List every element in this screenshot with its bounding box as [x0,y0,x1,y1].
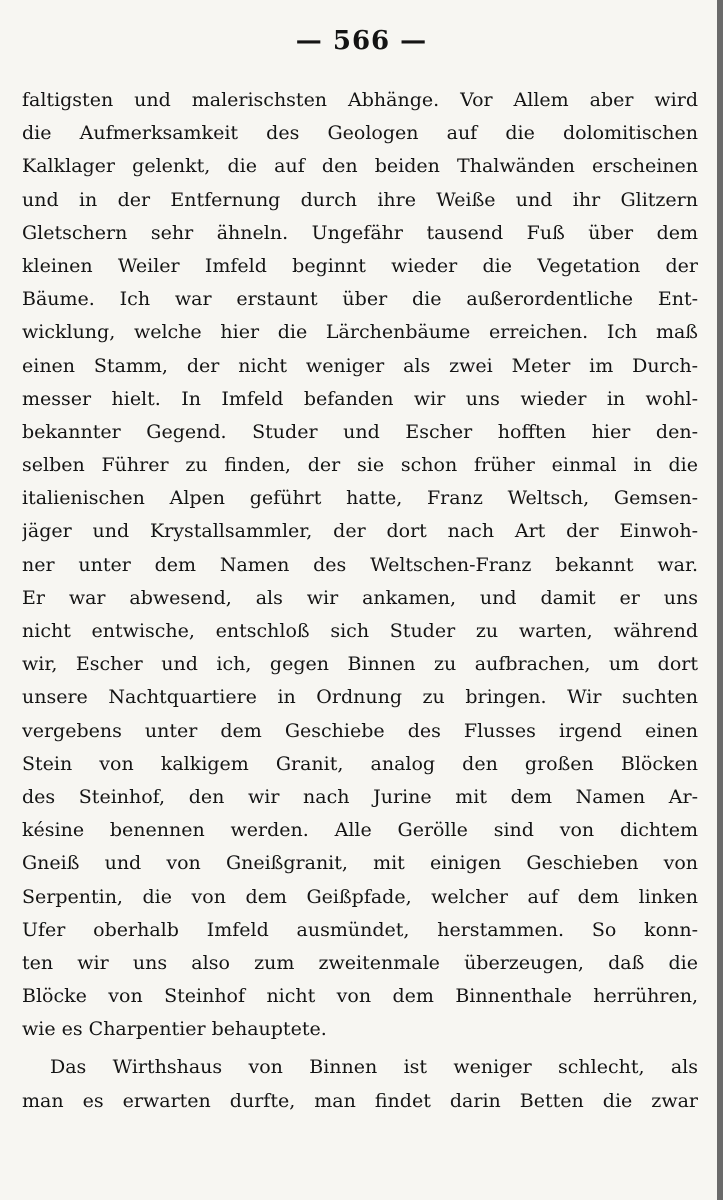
text-line: Gletschern sehr ähneln. Ungefähr tausend Fuß über dem [22,221,698,244]
text-line: italienischen Alpen geführt hatte, Franz Weltsch, Gemsen- [22,487,698,510]
body-text [22,84,698,1118]
paragraph-start-line: Das Wirthshaus von Binnen ist weniger schlecht, als [50,1056,698,1079]
page-edge-shadow [717,0,723,1200]
text-line: man es erwarten durfte, man findet darin Betten die zwar [22,1089,698,1112]
text-line: vergebens unter dem Geschiebe des Flusses irgend einen [22,719,698,742]
text-line: kleinen Weiler Imfeld beginnt wieder die Vegetation der [22,254,698,277]
text-line: selben Führer zu finden, der sie schon früher einmal in die [22,454,698,477]
text-line: Serpentin, die von dem Geißpfade, welcher auf dem linken [22,885,698,908]
text-line: Gneiß und von Gneißgranit, mit einigen Geschieben von [22,852,698,875]
text-line: einen Stamm, der nicht weniger als zwei Meter im Durch- [22,354,698,377]
text-line: nicht entwische, entschloß sich Studer zu warten, während [22,620,698,642]
text-line: Stein von kalkigem Granit, analog den großen Blöcken [22,752,698,775]
text-line: Ufer oberhalb Imfeld ausmündet, herstammen. So konn- [22,918,698,941]
text-line: Kalklager gelenkt, die auf den beiden Thalwänden erscheinen [22,155,698,178]
text-line: Er war abwesend, als wir ankamen, und damit er uns [22,586,698,609]
text-line: die Aufmerksamkeit des Geologen auf die dolomitischen [22,122,698,145]
text-line: messer hielt. In Imfeld befanden wir uns wieder in wohl- [22,387,698,410]
text-line: des Steinhof, den wir nach Jurine mit dem Namen Ar- [22,785,698,808]
text-line: késine benennen werden. Alle Gerölle sind von dichtem [22,819,698,842]
text-line: Blöcke von Steinhof nicht von dem Binnenthale herrühren, [22,985,698,1008]
text-line: Bäume. Ich war erstaunt über die außerordentliche Ent- [22,288,698,311]
text-line: ten wir uns also zum zweitenmale überzeugen, daß die [22,951,698,974]
text-line: wir, Escher und ich, gegen Binnen zu aufbrachen, um dort [22,653,698,676]
text-line: unsere Nachtquartiere in Ordnung zu bringen. Wir suchten [22,686,698,709]
text-line: und in der Entfernung durch ihre Weiße und ihr Glitzern [22,188,698,211]
page-number: — 566 — [295,26,428,56]
text-line: jäger und Krystallsammler, der dort nach Art der Einwoh- [22,520,698,543]
text-line: ner unter dem Namen des Weltschen-Franz bekannt war. [22,553,698,576]
text-line: wicklung, welche hier die Lärchenbäume erreichen. Ich maß [22,321,698,344]
text-line: bekannter Gegend. Studer und Escher hofften hier den- [22,420,698,443]
text-line: faltigsten und malerischsten Abhänge. Vor Allem aber wird [22,89,698,111]
paragraph-end-line: wie es Charpentier behauptete. [22,1018,327,1041]
